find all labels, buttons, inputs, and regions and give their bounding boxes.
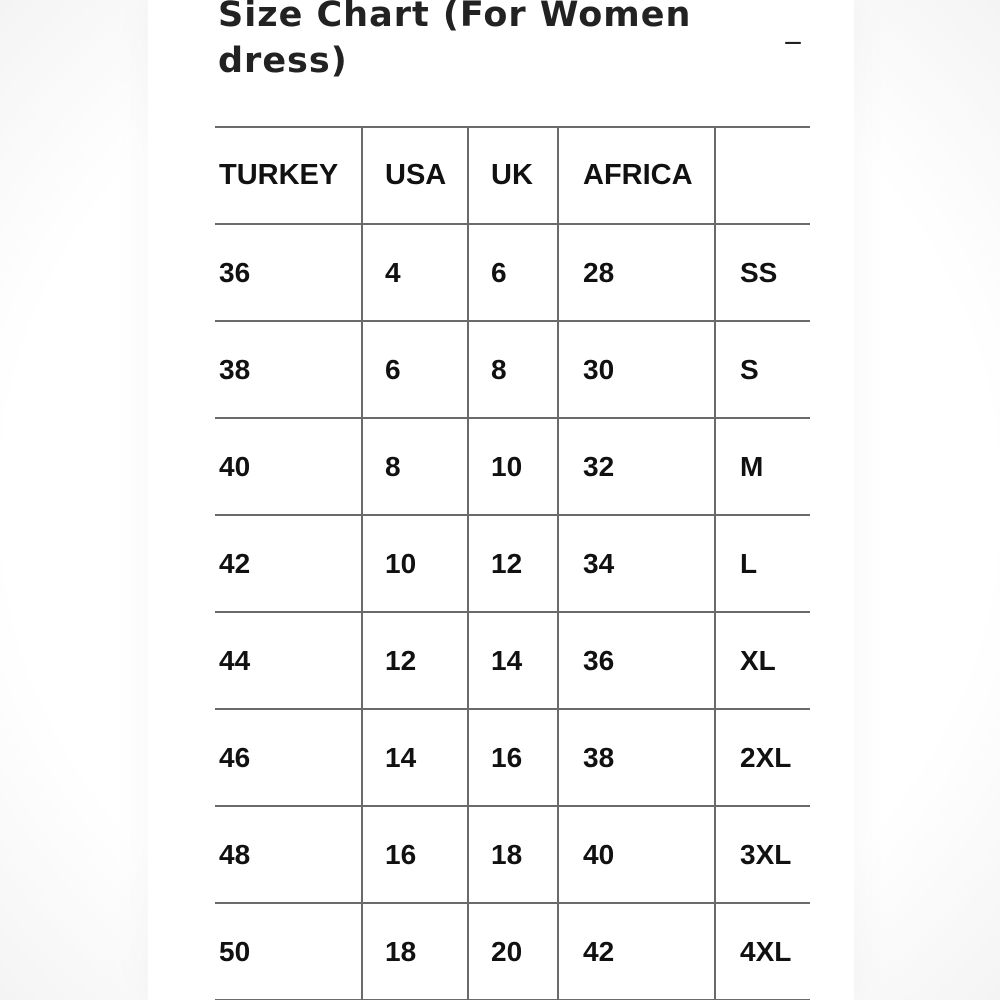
table-row [215,903,810,1000]
cell-usa: 10 [362,515,468,612]
cell-usa: 6 [362,321,468,418]
size-chart-table [215,126,810,1000]
cell-usa: 16 [362,806,468,903]
cell-uk: 18 [468,806,558,903]
cell-africa: 38 [558,709,715,806]
header-cell-turkey: TURKEY [215,127,362,224]
cell-usa: 18 [362,903,468,1000]
table-body [215,224,810,1000]
cell-letter-size: S [715,321,810,418]
cell-africa: 34 [558,515,715,612]
cell-turkey: 38 [215,321,362,418]
cell-turkey: 44 [215,612,362,709]
cell-uk: 14 [468,612,558,709]
table-row [215,612,810,709]
cell-africa: 40 [558,806,715,903]
cell-letter-size: SS [715,224,810,321]
cell-uk: 6 [468,224,558,321]
cell-turkey: 42 [215,515,362,612]
cell-turkey: 50 [215,903,362,1000]
cell-uk: 16 [468,709,558,806]
table-row [215,515,810,612]
table-row [215,709,810,806]
table-row [215,224,810,321]
cell-letter-size: 3XL [715,806,810,903]
table-row [215,806,810,903]
minimize-button[interactable]: _ [785,10,801,45]
cell-usa: 8 [362,418,468,515]
cell-turkey: 48 [215,806,362,903]
cell-usa: 12 [362,612,468,709]
cell-letter-size: 2XL [715,709,810,806]
header-cell-africa: AFRICA [558,127,715,224]
cell-uk: 8 [468,321,558,418]
cell-uk: 12 [468,515,558,612]
table-header-row [215,127,810,224]
cell-uk: 10 [468,418,558,515]
page-title: Size Chart (For Women dress) [218,0,692,81]
cell-africa: 42 [558,903,715,1000]
cell-africa: 30 [558,321,715,418]
table-row [215,321,810,418]
header-cell-usa: USA [362,127,468,224]
cell-turkey: 40 [215,418,362,515]
cell-africa: 32 [558,418,715,515]
cell-turkey: 36 [215,224,362,321]
cell-turkey: 46 [215,709,362,806]
cell-africa: 36 [558,612,715,709]
header-cell-uk: UK [468,127,558,224]
header-cell-letter-size [715,127,810,224]
cell-usa: 4 [362,224,468,321]
table-row [215,418,810,515]
cell-letter-size: XL [715,612,810,709]
cell-letter-size: M [715,418,810,515]
cell-uk: 20 [468,903,558,1000]
cell-letter-size: L [715,515,810,612]
cell-africa: 28 [558,224,715,321]
cell-letter-size: 4XL [715,903,810,1000]
cell-usa: 14 [362,709,468,806]
